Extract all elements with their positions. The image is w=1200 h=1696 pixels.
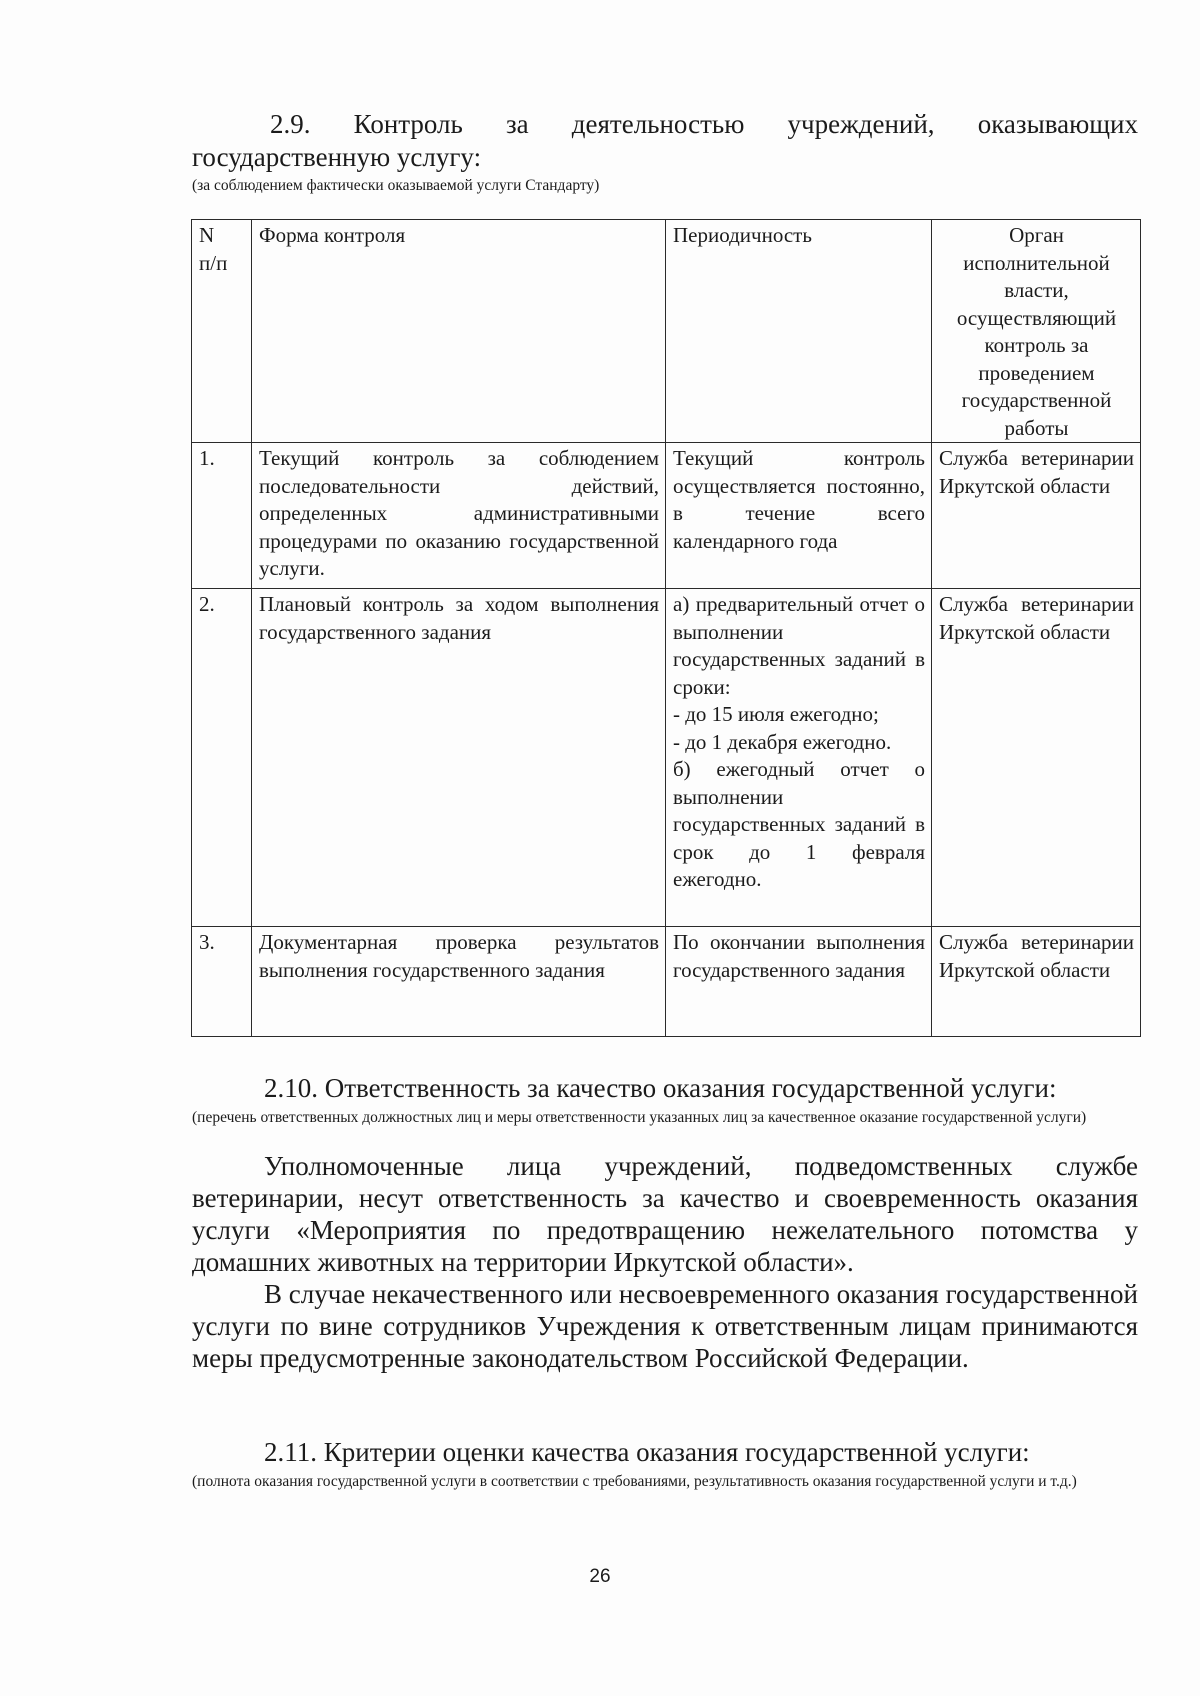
row-num: 3. [192, 927, 252, 1037]
header-form: Форма контроля [252, 220, 666, 443]
table-row [192, 589, 1141, 927]
row-periodicity: а) предварительный отчет о выполнении государственных заданий в сроки: - до 15 июля ежегодно; - до 1 декабря ежегодно. б) ежегодный отчет о выполнении государственных заданий в срок до 1 февраля ежегодно. [666, 589, 932, 927]
page-number: 26 [589, 1566, 611, 1587]
table-row [192, 443, 1141, 589]
section-2-9-heading: 2.9. Контроль за деятельностью учреждений, оказывающих государственную услугу: [192, 109, 1138, 172]
section-2-10-heading: 2.10. Ответственность за качество оказания государственной услуги: [264, 1073, 1057, 1103]
table-header-row [192, 220, 1141, 443]
row-authority: Служба ветеринарии Иркутской области [932, 927, 1141, 1037]
section-2-10-paragraph-2: В случае некачественного или несвоевременного оказания государственной услуги по вине сотрудников Учреждения к ответственным лицам принимаются меры предусмотренные законодательством Российской Федерации. [192, 1279, 1138, 1373]
table-row [192, 927, 1141, 1037]
row-authority: Служба ветеринарии Иркутской области [932, 443, 1141, 589]
section-2-11-heading: 2.11. Критерии оценки качества оказания государственной услуги: [264, 1437, 1030, 1467]
control-table [191, 219, 1141, 1037]
row-num: 2. [192, 589, 252, 927]
section-2-9-note: (за соблюдением фактически оказываемой услуги Стандарту) [192, 177, 600, 194]
row-form: Текущий контроль за соблюдением последовательности действий, определенных административными процедурами по оказанию государственной услуги. [252, 443, 666, 589]
row-num: 1. [192, 443, 252, 589]
row-authority: Служба ветеринарии Иркутской области [932, 589, 1141, 927]
section-2-10-paragraph-1: Уполномоченные лица учреждений, подведомственных службе ветеринарии, несут ответственность за качество и своевременность оказания услуги «Мероприятия по предотвращению нежелательного потомства у домашних животных на территории Иркутской области». [192, 1151, 1138, 1277]
row-periodicity: Текущий контроль осуществляется постоянно, в течение всего календарного года [666, 443, 932, 589]
row-periodicity: По окончании выполнения государственного задания [666, 927, 932, 1037]
header-periodicity: Периодичность [666, 220, 932, 443]
section-2-10-note: (перечень ответственных должностных лиц и меры ответственности указанных лиц за качественное оказание государственной услуги) [192, 1109, 1087, 1126]
row-form: Документарная проверка результатов выполнения государственного задания [252, 927, 666, 1037]
header-num: N п/п [192, 220, 252, 443]
header-authority: Орган исполнительной власти, осуществляющий контроль за проведением государственной работы [932, 220, 1141, 443]
section-2-11-note: (полнота оказания государственной услуги в соответствии с требованиями, результативность оказания государственной услуги и т.д.) [192, 1473, 1077, 1490]
row-form: Плановый контроль за ходом выполнения государственного задания [252, 589, 666, 927]
